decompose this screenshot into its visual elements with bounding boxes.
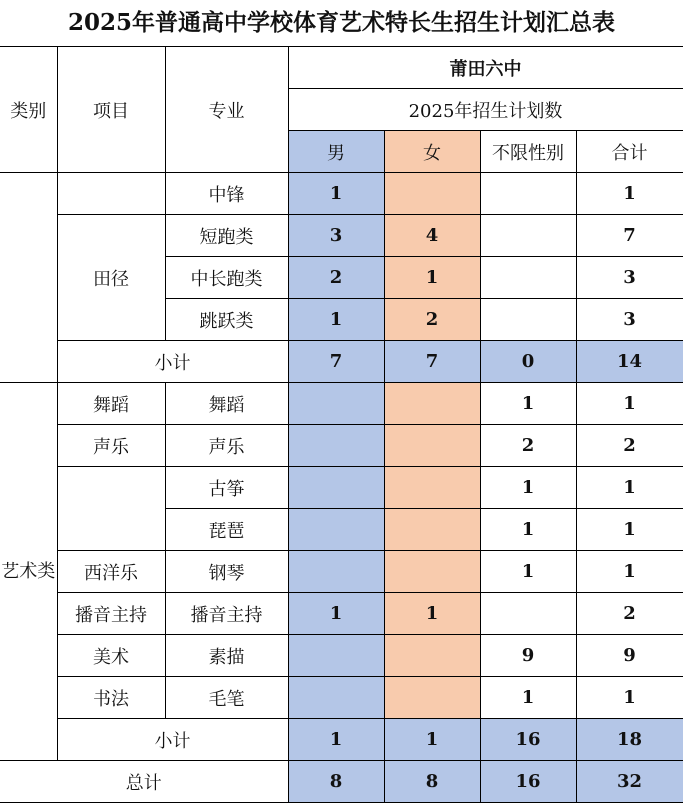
header-category: 类别 bbox=[0, 47, 57, 173]
any-cell bbox=[480, 215, 576, 257]
male-cell: 1 bbox=[288, 593, 384, 635]
male-cell bbox=[288, 425, 384, 467]
male-cell: 2 bbox=[288, 257, 384, 299]
subtotal-row-art bbox=[0, 719, 683, 761]
male-cell: 3 bbox=[288, 215, 384, 257]
total-cell: 2 bbox=[576, 425, 683, 467]
item-cell bbox=[57, 173, 165, 215]
table-row bbox=[0, 173, 683, 215]
item-cell: 美术 bbox=[57, 635, 165, 677]
header-unlimited: 不限性别 bbox=[480, 131, 576, 173]
table-row bbox=[0, 551, 683, 593]
grand-total-female: 8 bbox=[384, 761, 480, 803]
header-major: 专业 bbox=[165, 47, 288, 173]
major-cell: 舞蹈 bbox=[165, 383, 288, 425]
major-cell: 琵琶 bbox=[165, 509, 288, 551]
total-cell: 1 bbox=[576, 677, 683, 719]
item-cell: 舞蹈 bbox=[57, 383, 165, 425]
subtotal-label: 小计 bbox=[57, 341, 288, 383]
subtotal-male: 1 bbox=[288, 719, 384, 761]
grand-total-male: 8 bbox=[288, 761, 384, 803]
total-cell: 1 bbox=[576, 551, 683, 593]
female-cell bbox=[384, 551, 480, 593]
table-row bbox=[0, 215, 683, 257]
total-cell: 1 bbox=[576, 509, 683, 551]
female-cell bbox=[384, 677, 480, 719]
major-cell: 毛笔 bbox=[165, 677, 288, 719]
female-cell bbox=[384, 383, 480, 425]
subtotal-row-sports bbox=[0, 341, 683, 383]
male-cell bbox=[288, 551, 384, 593]
grand-total-total: 32 bbox=[576, 761, 683, 803]
header-school: 莆田六中 bbox=[288, 47, 683, 89]
header-row-1 bbox=[0, 47, 683, 89]
item-track: 田径 bbox=[57, 215, 165, 341]
total-cell: 1 bbox=[576, 467, 683, 509]
total-cell: 3 bbox=[576, 299, 683, 341]
male-cell bbox=[288, 467, 384, 509]
subtotal-male: 7 bbox=[288, 341, 384, 383]
subtotal-total: 18 bbox=[576, 719, 683, 761]
major-cell: 短跑类 bbox=[165, 215, 288, 257]
total-cell: 3 bbox=[576, 257, 683, 299]
any-cell: 9 bbox=[480, 635, 576, 677]
total-cell: 2 bbox=[576, 593, 683, 635]
female-cell bbox=[384, 509, 480, 551]
enrollment-table bbox=[0, 46, 683, 803]
sports-category-cell bbox=[0, 173, 57, 383]
table-row bbox=[0, 635, 683, 677]
total-cell: 1 bbox=[576, 173, 683, 215]
any-cell: 1 bbox=[480, 551, 576, 593]
subtotal-female: 1 bbox=[384, 719, 480, 761]
any-cell bbox=[480, 173, 576, 215]
table-row bbox=[0, 425, 683, 467]
header-plan: 2025年招生计划数 bbox=[288, 89, 683, 131]
header-female: 女 bbox=[384, 131, 480, 173]
subtotal-total: 14 bbox=[576, 341, 683, 383]
table-row bbox=[0, 383, 683, 425]
female-cell bbox=[384, 635, 480, 677]
header-total: 合计 bbox=[576, 131, 683, 173]
subtotal-any: 0 bbox=[480, 341, 576, 383]
major-cell: 中锋 bbox=[165, 173, 288, 215]
table-row bbox=[0, 677, 683, 719]
female-cell: 1 bbox=[384, 593, 480, 635]
item-cell: 播音主持 bbox=[57, 593, 165, 635]
female-cell bbox=[384, 173, 480, 215]
major-cell: 声乐 bbox=[165, 425, 288, 467]
any-cell: 1 bbox=[480, 677, 576, 719]
major-cell: 跳跃类 bbox=[165, 299, 288, 341]
item-cell: 书法 bbox=[57, 677, 165, 719]
any-cell bbox=[480, 299, 576, 341]
any-cell: 2 bbox=[480, 425, 576, 467]
male-cell bbox=[288, 509, 384, 551]
grand-total-any: 16 bbox=[480, 761, 576, 803]
any-cell: 1 bbox=[480, 509, 576, 551]
item-cell-empty bbox=[57, 467, 165, 551]
subtotal-label: 小计 bbox=[57, 719, 288, 761]
major-cell: 钢琴 bbox=[165, 551, 288, 593]
total-cell: 9 bbox=[576, 635, 683, 677]
major-cell: 素描 bbox=[165, 635, 288, 677]
table-row bbox=[0, 467, 683, 509]
page-title: 2025年普通高中学校体育艺术特长生招生计划汇总表 bbox=[67, 9, 615, 36]
female-cell: 2 bbox=[384, 299, 480, 341]
total-cell: 1 bbox=[576, 383, 683, 425]
total-cell: 7 bbox=[576, 215, 683, 257]
female-cell bbox=[384, 425, 480, 467]
item-cell: 声乐 bbox=[57, 425, 165, 467]
item-western-music: 西洋乐 bbox=[57, 551, 165, 593]
grand-total-label: 总计 bbox=[0, 761, 288, 803]
subtotal-any: 16 bbox=[480, 719, 576, 761]
any-cell: 1 bbox=[480, 467, 576, 509]
header-male: 男 bbox=[288, 131, 384, 173]
any-cell: 1 bbox=[480, 383, 576, 425]
female-cell: 4 bbox=[384, 215, 480, 257]
header-item: 项目 bbox=[57, 47, 165, 173]
male-cell: 1 bbox=[288, 299, 384, 341]
any-cell bbox=[480, 257, 576, 299]
major-cell: 古筝 bbox=[165, 467, 288, 509]
male-cell bbox=[288, 635, 384, 677]
male-cell bbox=[288, 383, 384, 425]
male-cell: 1 bbox=[288, 173, 384, 215]
major-cell: 中长跑类 bbox=[165, 257, 288, 299]
table-row bbox=[0, 593, 683, 635]
female-cell: 1 bbox=[384, 257, 480, 299]
subtotal-female: 7 bbox=[384, 341, 480, 383]
any-cell bbox=[480, 593, 576, 635]
major-cell: 播音主持 bbox=[165, 593, 288, 635]
male-cell bbox=[288, 677, 384, 719]
female-cell bbox=[384, 467, 480, 509]
art-category-cell: 艺术类 bbox=[0, 383, 57, 761]
grand-total-row bbox=[0, 761, 683, 803]
